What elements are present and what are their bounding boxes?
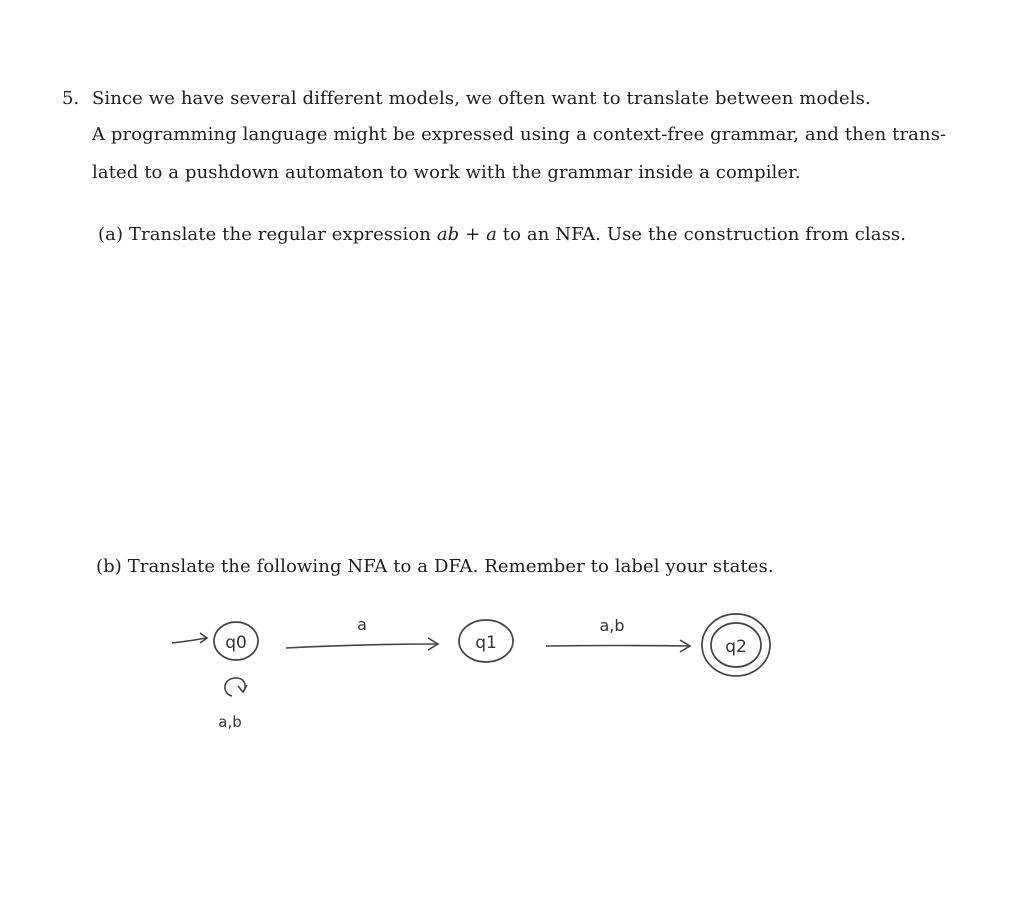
intro-line-1: Since we have several different models, we often want to translate between models. (92, 88, 871, 109)
part-a-text-before: Translate the regular expression (128, 224, 437, 245)
transition-q0-q1-label: a (357, 615, 367, 634)
intro-line-3: lated to a pushdown automaton to work with the grammar inside a compiler. (92, 162, 801, 183)
part-b-text: Translate the following NFA to a DFA. Remember to label your states. (127, 556, 774, 577)
state-q1-label: q1 (475, 633, 497, 653)
problem-number: 5. (62, 88, 80, 109)
state-q0-label: q0 (225, 633, 247, 653)
transition-q1-q2-label: a,b (599, 616, 625, 635)
transition-q1-q2 (546, 646, 690, 647)
part-b-label: (b) (96, 556, 122, 577)
self-loop-arrowhead (238, 685, 247, 692)
intro-line-2: A programming language might be expressed using a context-free grammar, and then trans- (92, 124, 947, 145)
state-q2-label: q2 (725, 637, 747, 657)
self-loop-label: a,b (218, 713, 242, 731)
transition-q0-q1 (286, 644, 438, 648)
part-a-label: (a) (98, 224, 124, 245)
self-loop-q0 (225, 678, 245, 696)
part-a-expression: ab + a (436, 224, 497, 245)
part-a-text-after: to an NFA. Use the construction from class. (496, 224, 907, 245)
